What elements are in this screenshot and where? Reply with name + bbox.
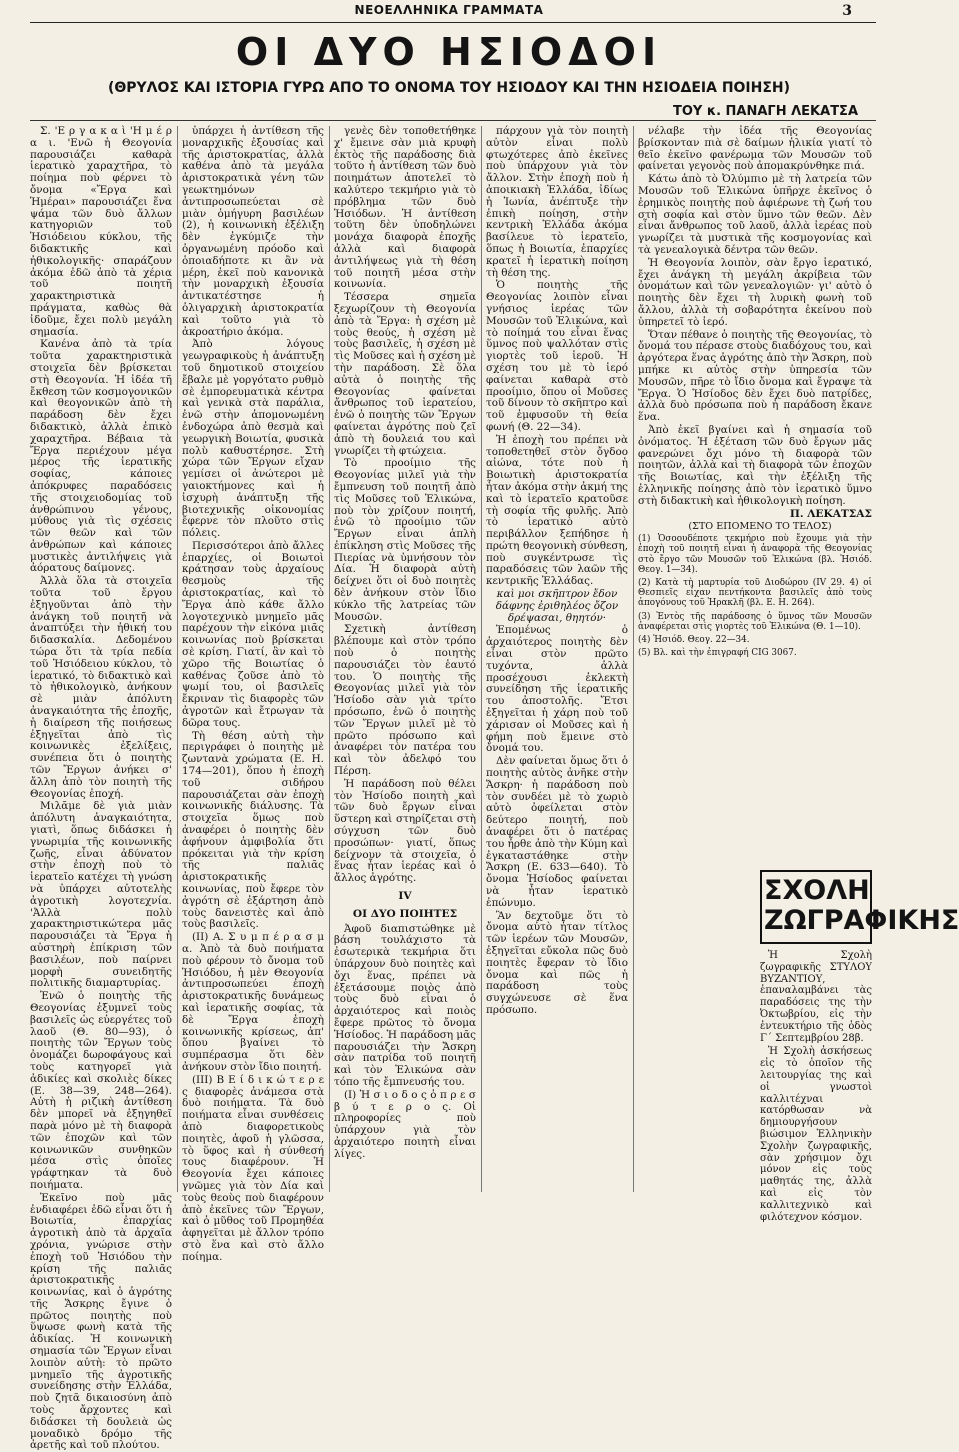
paragraph: Ἂν δεχτοῦμε ὅτι τὸ ὄνομα αὐτὸ ἦταν τίτλος τῶν ἱερέων τῶν Μουσῶν, ἐξηγεῖται εὔκολα πῶς δυὸ ποιητὲς ἔφεραν τὸ ἴδιο ὄνομα καὶ πῶς ἡ παράδοση τοὺς συγχώνευσε σὲ ἕνα πρόσωπο. <box>486 909 628 1016</box>
paragraph: πάρχουν γιὰ τὸν ποιητὴ αὐτὸν εἶναι πολὺ φτωχότερες ἀπὸ ἐκεῖνες ποὺ ὑπάρχουν γιὰ τὸν ἄλλον. Στὴν ἐποχὴ ποὺ ἡ ἀποικιακὴ Ἑλλάδα, ἰδίως ἡ Ἰωνία, ἀνέπτυξε τὴν ἐπικὴ ποίηση, στὴν κεντρικὴ Ἑλλάδα ἀκόμα βασίλευε τὸ ἱερατεῖο, ὅπως ἡ Βοιωτία, ἐπαρχίες κρατεῖ ἡ ἱερατικὴ ποίηση τὴ θέση της. <box>486 125 628 279</box>
footnote: (2) Κατὰ τὴ μαρτυρία τοῦ Διοδώρου (ΙV 29. 4) οἱ Θεσπιεῖς εἶχαν πεντήκοντα βασιλεῖς ἀπὸ τοὺς ἀπογόνους τοῦ Ἡρακλῆ (βλ. Ε. Η. 264). <box>638 577 872 609</box>
text-column-3 <box>334 126 476 1192</box>
ad-title: ΣΧΟΛΗ ΖΩΓΡΑΦΙΚΗΣ <box>764 875 959 936</box>
paragraph: Περισσότεροι ἀπὸ ἄλλες ἐπαρχίες, οἱ Βοιωτοὶ κράτησαν τοὺς ἀρχαίους θεσμοὺς τῆς ἀριστοκρατίας, καὶ τὸ Ἔργα ἀπὸ κάθε ἄλλο λογοτεχνικὸ μνημεῖο μᾶς παρέχουν τὴν εἰκόνα μιᾶς κοινωνίας ποὺ βρίσκεται σὲ κρίση. Γιατί, ἂν καὶ τὸ χῶρο τῆς Βοιωτίας ὁ καθένας ζοῦσε ἀπὸ τὸ ψωμί του, οἱ βασιλεῖς ἔκριναν τὶς διαφορὲς τῶν ἀγροτῶν καὶ ἔτρωγαν τὰ δῶρα τους. <box>182 539 324 729</box>
paragraph: Ἐνῶ ὁ ποιητὴς τῆς Θεογονίας ἐξυμνεῖ τοὺς βασιλεῖς ὡς εὐεργέτες τοῦ λαοῦ (Θ. 80—93), ὁ ποιητὴς τῶν Ἔργων τοὺς ὀνομάζει δωροφάγους καὶ τοὺς κατηγορεῖ γιὰ ἀδικίες καὶ σκολιὲς δίκες (Ε. 38—39, 248—264). Αὐτὴ ἡ ριζικὴ ἀντίθεση δὲν μπορεῖ νὰ ἐξηγηθεῖ παρὰ μόνο μὲ τὴ διαφορὰ τῶν ἐποχῶν καὶ τῶν κοινωνικῶν συνθηκῶν μέσα στὶς ὁποῖες γράφτηκαν τὰ δυὸ ποιήματα. <box>30 990 172 1191</box>
section-number: IV <box>398 890 412 902</box>
author-signature: Π. ΛΕΚΑΤΣΑΣ <box>789 507 872 520</box>
paragraph: ὑπάρχει ἡ ἀντίθεση τῆς μοναρχικῆς ἐξουσίας καὶ τῆς ἀριστοκρατίας, ἀλλὰ καθένα ἀπὸ τὰ μεγάλα ἀριστοκρατικὰ γένη τῶν γεωκτημόνων ἀντιπροσωπεύεται σὲ μιὰν ὁμήγυρη βασιλέων (2), ἡ κοινωνικὴ ἐξέλιξη δὲν ἐγκύμιζε τὴν ὀργανωμένη πρόοδο καὶ ὁποιαδήποτε κι ἂν νὰ μέρη, ἐκεῖ ποὺ κανονικὰ τὴν μοναρχικὴ ἐξουσία ἀντικατέστησε ἡ ὀλιγαρχικὴ ἀριστοκρατία καὶ τοῦτο γιὰ τὸ ἀκροατήριο ἀκόμα. <box>182 125 324 338</box>
footnote: (4) Ἡσιόδ. Θεογ. 22—34. <box>638 634 750 645</box>
text-column-4 <box>486 126 628 1192</box>
paragraph: Κανένα ἀπὸ τὰ τρία τοῦτα χαρακτηριστικὰ στοιχεῖα δὲν βρίσκεται στὴ Θεογονία. Ἡ ἰδέα τῆ ἔκθεση τῶν κοσμογονικῶν καὶ θεογονικῶν ἀπὸ τὴ παράδοση δὲν ἔχει διδακτικὸ, ἀλλὰ ἐπικὸ χαραχτῆρα. Βέβαια τὰ Ἔργα περιέχουν μέγα μέρος τῆς ἱερατικῆς σοφίας, κάποιες ἀπόκρυφες παραδόσεις τῆς στοιχειοδομίας τοῦ ἀνθρώπινου γένους, μύθους γιὰ τὶς σχέσεις τῶν θεῶν καὶ τῶν ἀνθρώπων καὶ κάποιες μυστικὲς ἀντιλήψεις γιὰ ἀόρατους δαίμονες. <box>30 338 172 575</box>
paragraph: (Ι) Ἡ σ ι ο δ ο ς ὁ π ρ ε σ β ύ τ ε ρ ο ς. Οἱ πληροφορίες ποὺ ὑπάρχουν γιὰ τὸν ἀρχαιότερο ποιητὴ εἶναι λίγες. <box>334 1088 476 1160</box>
ad-frame <box>760 870 959 944</box>
footnote: (3) Ἐντὸς τῆς παράδοσης ὁ ὕμνος τῶν Μουσῶν ἀναφέρεται στὶς γιορτὲς τοῦ Ἑλικώνα (Θ. 1—10). <box>638 611 872 632</box>
footnote: (5) Βλ. καὶ τὴν ἐπιγραφή CIG 3067. <box>638 648 797 659</box>
ad-paragraph: Ἡ Σχολὴ ἀσκήσεως εἰς τὸ ὁποῖον τῆς λειτουργίας της καὶ οἱ γνωστοὶ καλλιτέχναι κατόρθωσαν νὰ δημιουργήσουν βιώσιμον Ἑλληνικὴν Σχολὴν ζωγραφικῆς, σὰν χρήσιμον ὄχι μόνον εἰς τοὺς μαθητάς της, ἀλλὰ καὶ εἰς τὸν καλλιτεχνικὸ καὶ φιλότεχνον κόσμον. <box>760 1046 872 1223</box>
column-divider <box>329 126 330 1192</box>
paragraph: Ἡ Θεογονία λοιπὸν, σὰν ἔργο ἱερατικό, ἔχει ἀνάγκη τὴ μεγάλη ἀκρίβεια τῶν ὀνομάτων καὶ τῶν γενεαλογιῶν· γι' αὐτὸ ὁ ποιητὴς δὲν ἔχει τὴ λυρικὴ φωνὴ τοῦ ἄλλου, ἀλλὰ τὴ σοβαρότητα ἐκείνου ποὺ ὑπηρετεῖ τὸ ἱερό. <box>638 256 872 328</box>
page-number: 3 <box>842 3 852 19</box>
paragraph: Ἐπομένως ὁ ἀρχαιότερος ποιητὴς δὲν εἶναι στὸν πρῶτο τυχόντα, ἀλλὰ προσέχουσι ἐκλεκτὴ συνείδηση τῆς ἱερατικῆς του ἀποστολῆς. Ἔτσι ἐξηγεῖται ἡ χάρη ποὺ τοῦ χάρισαν οἱ Μοῦσες καὶ ἡ φήμη ποὺ ἔμεινε στὸ ὄνομά του. <box>486 624 628 755</box>
paragraph: Ἀπὸ λόγους γεωγραφικοὺς ἡ ἀνάπτυξη τοῦ δημοτικοῦ στοιχείου ἔβαλε μὲ γοργότατο ρυθμὸ σὲ ἐμπορευματικὰ κέντρα καὶ γενικὰ στὰ παράλια, ἐνῶ στὴν ἀπομονωμένη ἐνδοχώρα ἀπὸ θεσμὰ καὶ γεωργικὴ Βοιωτία, φυσικὰ πολὺ καθυστέρησε. Στὴ χώρα τῶν Ἔργων εἴχαν γεμίσει οἱ ἀνώτεροι μὲ γαιοκτήμονες καὶ ἡ ἰσχυρὴ ἀνάπτυξη τῆς βιοτεχνικῆς οἰκονομίας ἔφερνε τὸν πλοῦτο στὶς πόλεις. <box>182 338 324 540</box>
verse-quote: καὶ μοι σκῆπτρον ἔδον δάφνης ἐριθηλέος ὄζον δρέψασαι, θηητόν· <box>495 588 619 624</box>
text-column-2 <box>182 125 324 1263</box>
painting-school-ad <box>760 870 959 1223</box>
paragraph: Ὁ ποιητὴς τῆς Θεογονίας λοιπὸν εἶναι γνήσιος ἱερέας τῶν Μουσῶν τοῦ Ἑλικώνα, καὶ τὸ ποίημά του εἶναι ἕνας ὕμνος ποὺ ψαλλόταν στὶς γιορτὲς τοῦ ἱεροῦ. Ἡ σχέση του μὲ τὸ ἱερό φαίνεται καθαρὰ στὸ προοίμιο, ὅπου οἱ Μοῦσες τοῦ δίνουν τὸ σκῆπτρο καὶ τοῦ ἐμφυσοῦν τὴ θεία φωνή (Θ. 22—34). <box>486 279 628 433</box>
ad-paragraph: Ἡ Σχολὴ ζωγραφικῆς ΣΤΥΛΟΥ ΒΥΖΑΝΤΙΟΥ, ἐπαναλαμβάνει τὰς παραδόσεις της τὴν Ὀκτωβρίου, εἰς τὴν ἐντευκτήριο τῆς ὁδὸς Γ΄ Σεπτεμβρίου 28β. <box>760 950 872 1044</box>
paragraph: Τέσσερα σημεῖα ξεχωρίζουν τὴ Θεογονία ἀπὸ τὰ Ἔργα: ἡ σχέση μὲ τοὺς θεούς, ἡ σχέση μὲ τοὺς βασιλεῖς, ἡ σχέση μὲ τὶς Μοῦσες καὶ ἡ σχέση μὲ τὴν παράδοση. Σὲ ὅλα αὐτὰ ὁ ποιητὴς τῆς Θεογονίας φαίνεται ἄνθρωπος τοῦ ἱερατείου, ἐνῶ ὁ ποιητὴς τῶν Ἔργων φαίνεται ἀγρότης ποὺ ζεῖ ἀπὸ τὴ δουλειά του καὶ γνωρίζει τὴ φτώχεια. <box>334 291 476 457</box>
column-divider <box>481 126 482 1192</box>
page-header <box>0 0 898 26</box>
continued-note: (ΣΤΟ ΕΠΟΜΕΝΟ ΤΟ ΤΕΛΟΣ) <box>688 521 832 533</box>
article-title: ΟΙ ΔΥΟ ΗΣΙΟΔΟΙ <box>235 30 663 74</box>
title-rule <box>30 120 876 121</box>
paragraph: Ὅταν πέθανε ὁ ποιητὴς τῆς Θεογονίας, τὸ ὄνομά του πέρασε στοὺς διαδόχους του, καὶ ἀργότερα ἕνας ἀγρότης ἀπὸ τὴν Ἄσκρη, ποὺ μπήκε κι αὐτὸς στὴν ὑπηρεσία τῶν Μουσῶν, πῆρε τὸ ἴδιο ὄνομα καὶ ἔγραψε τὰ Ἔργα. Ὁ Ἡσίοδος δὲν ἔχει δυὸ πατρίδες, ἀλλὰ δυὸ πρόσωπα ποὺ ἡ παράδοση ἔκανε ἕνα. <box>638 328 872 424</box>
article-subtitle: (ΘΡΥΛΟΣ ΚΑΙ ΙΣΤΟΡΙΑ ΓΥΡΩ ΑΠΟ ΤΟ ΟΝΟΜΑ ΤΟΥ ΗΣΙΟΔΟΥ ΚΑΙ ΤΗΝ ΗΣΙΟΔΕΙΑ ΠΟΙΗΣΗ) <box>107 80 791 96</box>
paragraph: Ἐκεῖνο ποὺ μᾶς ἐνδιαφέρει ἐδῶ εἶναι ὅτι ἡ Βοιωτία, ἐπαρχίας ἀγροτικὴ ἀπὸ τὰ ἀρχαῖα χρόνια, γνώρισε στὴν ἐποχὴ τοῦ Ἡσιόδου τὴν κρίση τῆς παλιᾶς ἀριστοκρατικῆς κοινωνίας, καὶ ὁ ἀγρότης τῆς Ἄσκρης ἔγινε ὁ πρῶτος ποιητὴς ποὺ ὕψωσε φωνὴ κατὰ τῆς ἀδικίας. Ἡ κοινωνικὴ σημασία τῶν Ἔργων εἶναι λοιπὸν αὐτὴ: τὸ πρῶτο μνημεῖο τῆς ἀγροτικῆς συνείδησης στὴν Ἑλλάδα, ποὺ ζητᾶ δικαιοσύνη ἀπὸ τοὺς ἄρχοντες καὶ διδάσκει τὴ δουλειὰ ὡς μοναδικὸ δρόμο τῆς ἀρετῆς καὶ τοῦ πλούτου. <box>30 1191 172 1452</box>
paragraph: γενὲς δὲν τοποθετήθηκε χ' ἔμεινε σὰν μιὰ κρυφὴ ἐκτὸς τῆς παράδοσης διὰ τοῦτο ἡ ἀντίθεση τῶν δυὸ ποιημάτων ἀποτελεῖ τὸ καλύτερο τεκμήριο γιὰ τὸ πρόβλημα τῶν δυὸ Ἡσιόδων. Ἡ ἀντίθεση τοῦτη δὲν ὑποδηλώνει μονάχα διαφορὰ ἐποχῆς ἀλλὰ καὶ διαφορὰ ἀντιλήψεως γιὰ τὴ θέση τοῦ ποιητῆ μέσα στὴν κοινωνία. <box>334 125 476 291</box>
footnotes <box>638 534 872 658</box>
text-column-5 <box>638 126 872 862</box>
paragraph: Τὸ προοίμιο τῆς Θεογονίας μιλεῖ γιὰ τὴν ἔμπνευση τοῦ ποιητῆ ἀπὸ τὶς Μοῦσες τοῦ Ἑλικώνα, ποὺ τὸν χρίζουν ποιητή, ἐνῶ τὸ προοίμιο τῶν Ἔργων εἶναι ἀπλὴ ἐπίκληση στὶς Μοῦσες τῆς Πιερίας νὰ ὑμνήσουν τὸν Δία. Ἡ διαφορὰ αὐτὴ δείχνει ὅτι οἱ δυὸ ποιητὲς δὲν ἀνήκουν στὸν ἴδιο κύκλο τῆς λατρείας τῶν Μουσῶν. <box>334 457 476 623</box>
text-column-1 <box>30 125 172 1452</box>
paragraph: Ἀπὸ ἐκεῖ βγαίνει καὶ ἡ σημασία τοῦ ὀνόματος. Ἡ ἐξέταση τῶν δυὸ ἔργων μᾶς φανερώνει ὄχι μόνο τὴ διαφορὰ τῶν ποιητῶν, ἀλλὰ καὶ τὴ διαφορὰ τῶν ἐποχῶν τῆς Βοιωτίας, καὶ τὴν ἐξέλιξη τῆς ἑλληνικῆς ποίησης ἀπὸ τὸν ἱερατικὸ ὕμνο στὴ διδακτικὴ καὶ ἠθικολογικὴ ποίηση. <box>638 423 872 507</box>
paragraph: (ΙΙ) Α. Σ υ μ π έ ρ α σ μ α. Ἀπὸ τὰ δυὸ ποιήματα ποὺ φέρουν τὸ ὄνομα τοῦ Ἡσιόδου, ἡ μὲν Θεογονία ἀντιπροσωπεύει ἐποχὴ ἀριστοκρατικῆς δυνάμεως καὶ ἱερατικῆς σοφίας, τὰ δὲ Ἔργα ἐποχὴ κοινωνικῆς κρίσεως, ἀπ' ὅπου βγαίνει τὸ συμπέρασμα ὅτι δὲν ἀνήκουν στὸν ἴδιο ποιητή. <box>182 931 324 1073</box>
masthead: ΝΕΟΕΛΛΗΝΙΚΑ ΓΡΑΜΜΑΤΑ <box>354 3 544 17</box>
footnote: (1) Ὁσοουδέποτε τεκμήριο ποὺ ἔχουμε γιὰ τὴν ἐποχὴ τοῦ ποιητῆ εἶναι ἡ ἀναφορὰ τῆς Θεογονίας στὸ ἔργο τῶν Μουσῶν τοῦ Ἑλικώνα (βλ. Ἡσιόδ. Θεογ. 1—34). <box>638 534 872 575</box>
paragraph: Ἡ παράδοση ποὺ θέλει τὸν Ἡσίοδο ποιητὴ καὶ τῶν δυὸ ἔργων εἶναι ὕστερη καὶ στηρίζεται στὴ σύγχυση τῶν δυὸ προσώπων· γιατί, ὅπως δείχνουν τὰ στοιχεῖα, ὁ ἕνας ἦταν ἱερέας καὶ ὁ ἄλλος ἀγρότης. <box>334 777 476 885</box>
paragraph: (ΙΙΙ) Β Ε ί δ ι κ ώ τ ε ρ ε ς διαφορὲς ἀνάμεσα στὰ δυὸ ποιήματα. Τὰ δυὸ ποιήματα εἶναι συνθέσεις ἀπὸ διαφορετικοὺς ποιητὲς, ἀφοῦ ἡ γλῶσσα, τὸ ὕφος καὶ ἡ σύνθεσή τους διαφέρουν. Ἡ Θεογονία ἔχει κάποιες γνῶμες γιὰ τὸν Δία καὶ τοὺς θεοὺς ποὺ διαφέρουν ἀπὸ ἐκεῖνες τῶν Ἔργων, καὶ ὁ μῦθος τοῦ Προμηθέα ἀφηγεῖται μὲ ἄλλον τρόπο στὸ ἕνα καὶ στὸ ἄλλο ποίημα. <box>182 1073 324 1263</box>
ad-body <box>760 950 872 1223</box>
paragraph: Σ. 'Ε ρ γ α κ α ὶ 'Η μ έ ρ α ι. 'Ενῶ ἡ Θεογονία παρουσιάζει καθαρὰ ἱερατικὸ χαραχτῆρα, τὸ ποίημα ποὺ φέρνει τὸ ὄνομα «Ἔργα καὶ Ἡμέραι» παρουσιάζει ἕνα ψάμα τῶν δυὸ ἄλλων κατηγοριῶν τοῦ Ἡσιόδειου κύκλου, τῆς διδακτικῆς καὶ ἠθικολογικῆς· σπαράζουν ἀκόμα ἐδῶ ἀπὸ τὰ χέρια τοῦ ποιητῆ χαρακτηριστικὰ πράγματα, καθὼς θὰ ἰδοῦμε, ἔχει πολὺ μεγάλη σημασία. <box>30 125 172 338</box>
paragraph: Ἀφοῦ διαπιστώθηκε μὲ βάση τουλάχιστο τὰ ἐσωτερικὰ τεκμήρια ὅτι ὑπάρχουν δυὸ ποιητὲς καὶ ὄχι ἕνας, πρέπει νὰ ἐξετάσουμε ποιὸς ἀπὸ τοὺς δυὸ εἶναι ὁ ἀρχαιότερος καὶ ποιὸς ἔφερε πρῶτος τὸ ὄνομα Ἡσίοδος. Ἡ παράδοση μᾶς παρουσιάζει τὴν Ἄσκρη σὰν πατρίδα τοῦ ποιητῆ καὶ τὸν Ἑλικώνα σὰν τόπο τῆς ἔμπνευσής του. <box>334 922 476 1088</box>
paragraph: Δὲν φαίνεται ὅμως ὅτι ὁ ποιητὴς αὐτὸς ἀνῆκε στὴν Ἄσκρη· ἡ παράδοση ποὺ τὸν συνδέει μὲ τὸ χωριὸ αὐτὸ ὀφείλεται στὸν δεύτερο ποιητή, ποὺ ἀναφέρει ὅτι ὁ πατέρας του ἦρθε ἀπὸ τὴν Κύμη καὶ ἐγκαταστάθηκε στὴν Ἄσκρη (Ε. 633—640). Τὸ ὄνομα Ἡσίοδος φαίνεται νὰ ἦταν ἱερατικὸ ἐπώνυμο. <box>486 755 628 909</box>
column-divider <box>177 126 178 1192</box>
paragraph: Κάτω ἀπὸ τὸ Ὀλύμπιο μὲ τὴ λατρεία τῶν Μουσῶν τοῦ Ἑλικώνα ὑπῆρχε ἐκεῖνος ὁ ἐρημικὸς ποιητὴς ποὺ ἀφιέρωνε τὴ ζωή του στὴ σοφία καὶ στὸν ὕμνο τῶν θεῶν. Δὲν εἶναι ἄνθρωπος τοῦ λαοῦ, ἀλλὰ ἱερέας ποὺ γνωρίζει τὰ μυστικὰ τῆς κοσμογονίας καὶ τὰ γενεαλογικὰ δέντρα τῶν θεῶν. <box>638 173 872 256</box>
paragraph: Σχετικὴ ἀντίθεση βλέπουμε καὶ στὸν τρόπο ποὺ ὁ ποιητὴς παρουσιάζει τὸν ἑαυτό του. Ὁ ποιητὴς τῆς Θεογονίας μιλεῖ γιὰ τὸν Ἡσίοδο σὰν γιὰ τρίτο πρόσωπο, ἐνῶ ὁ ποιητὴς τῶν Ἔργων μιλεῖ μὲ τὸ πρῶτο πρόσωπο καὶ ἀναφέρει τὸν πατέρα του καὶ τὸν ἀδελφό του Πέρση. <box>334 623 476 778</box>
paragraph: Τὴ θέση αὐτὴ τὴν περιγράφει ὁ ποιητὴς μὲ ζωντανὰ χρώματα (Ε. Η. 174—201), ὅπου ἡ ἐποχὴ τοῦ σιδήρου παρουσιάζεται σὰν ἐποχὴ κοινωνικῆς διάλυσης. Τὰ στοιχεῖα ὅμως ποὺ ἀναφέρει ὁ ποιητὴς δὲν ἀφήνουν ἀμφιβολία ὅτι πρόκειται γιὰ τὴν κρίση τῆς παλιᾶς ἀριστοκρατικῆς κοινωνίας, ποὺ ἔφερε τὸν ἀγρότη σὲ ἐξάρτηση ἀπὸ τοὺς δανειστὲς καὶ ἀπὸ τοὺς βασιλεῖς. <box>182 729 324 931</box>
paragraph: Ἀλλὰ ὅλα τὰ στοιχεῖα τοῦτα τοῦ ἔργου ἐξηγοῦνται ἀπὸ τὴν ἀνάγκη τοῦ ποιητῆ νὰ ἀναπτύξει τὴν ἠθική του διδασκαλία. Δεδομένου τώρα ὅτι τὰ τρία πεδία τοῦ Ἡσιόδειου κύκλου, τὸ ἱερατικό, τὸ διδακτικὸ καὶ τὸ ἠθικολογικὸ, ἀνήκουν σὲ μιὰν ἀπόλυτη ἀναγκαιότητα τῆς ἐποχῆς, ἡ διαίρεση τῆς ποιήσεως ἐξηγεῖται ἀπὸ τὶς κοινωνικὲς ἐξελίξεις, συνέπεια ὅτι ὁ ποιητὴς τῶν Ἔργων ἀνήκει σ' ἄλλη ἀπὸ τὸν ποιητὴ τῆς Θεογονίας ἐποχή. <box>30 575 172 800</box>
article-author: ΤΟΥ κ. ΠΑΝΑΓΗ ΛΕΚΑΤΣΑ <box>672 104 858 119</box>
paragraph: Μιλᾶμε δὲ γιὰ μιὰν ἀπόλυτη ἀναγκαιότητα, γιατὶ, ὅπως διδάσκει ἡ γνωριμία τῆς κοινωνικῆς ζωῆς, εἶναι ἀδύνατον στὴν ἐποχὴ ποὺ τὸ ἱερατεῖο κατέχει τὴ γνώση νὰ ὑπάρχει αὐτοτελὴς ἀγροτικὴ λογοτεχνία. 'Ἀλλὰ πολὺ χαρακτηριστικώτερα μᾶς παρουσιάζει τὰ Ἔργα ἡ αὐστηρὴ ἐπίκριση τῶν βασιλέων, ποὺ παίρνει μορφὴ συνειδητῆς πολιτικῆς διαμαρτυρίας. <box>30 800 172 990</box>
paragraph: Ἡ ἐποχὴ του πρέπει νὰ τοποθετηθεῖ στὸν ὄγδοο αἰώνα, τότε ποὺ ἡ Βοιωτικὴ ἀριστοκρατία ἦταν ἀκόμα στὴν ἀκμή της καὶ τὸ ἱερατεῖο κρατοῦσε τὴ σοφία τῆς φυλῆς. Ἀπὸ τὸ ἱερατικὸ αὐτὸ περιβάλλον ξεπήδησε ἡ πρώτη θεογονικὴ σύνθεση, ποὺ συγκέντρωσε τὶς παραδόσεις τῶν λαῶν τῆς κεντρικῆς Ἑλλάδας. <box>486 433 628 588</box>
header-rule <box>30 22 876 23</box>
paragraph: νέλαβε τὴν ἰδέα τῆς Θεογονίας βρίσκονταν πιὰ σὲ δαίμων ἡλικία γιατί τὸ θεῖο ἐκεῖνο φανέρωμα τῶν Μουσῶν τοῦ φαίνεται γεγονὸς ποὺ ἀπομακρύνθηκε πιά. <box>638 125 872 173</box>
column-divider <box>633 126 634 1192</box>
section-heading: ΟΙ ΔΥΟ ΠΟΙΗΤΕΣ <box>352 907 458 920</box>
